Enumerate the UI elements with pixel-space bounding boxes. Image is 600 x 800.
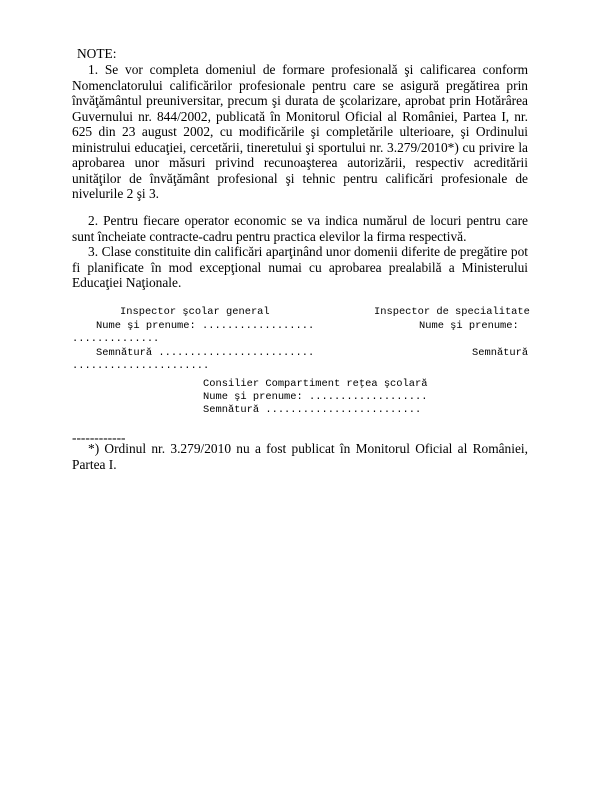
semnatura-field-right: Semnătură bbox=[472, 347, 529, 359]
nume-continuation-dots: .............. bbox=[72, 333, 160, 345]
footnote-text: *) Ordinul nr. 3.279/2010 nu a fost publicat în Monitorul Oficial al României, Partea I. bbox=[72, 441, 528, 472]
signature-block bbox=[72, 306, 532, 416]
note-item-3: 3. Clase constituite din calificări aparţinând unor domenii diferite de pregătire pot fi planificate în mod excepţional numai cu aprobarea prealabilă a Ministerului Educaţiei Naţionale. bbox=[72, 244, 528, 290]
nume-field-right: Nume şi prenume: bbox=[419, 320, 519, 332]
semnatura-field-left: Semnătură ......................... bbox=[96, 347, 315, 359]
notes-heading: NOTE: bbox=[77, 46, 117, 61]
note-item-1: 1. Se vor completa domeniul de formare profesională şi calificarea conform Nomenclatorului calificărilor profesionale pentru care se asigură pregătirea prin învăţământul preuniversitar, precum şi durata de şcolarizare, aprobat prin Hotărârea Guvernului nr. 844/2002, publicată în Monitorul Oficial al României, Partea I, nr. 625 din 23 august 2002, cu modificările şi completările ulterioare, şi Ordinului ministrului educaţiei, cercetării, tineretului şi sportului nr. 3.279/2010*) cu privire la aprobarea unor măsuri privind recunoaşterea autorizării, respectiv acreditării unităţilor de învăţământ profesional şi tehnic pentru calificări profesionale de nivelurile 2 şi 3. bbox=[72, 62, 528, 201]
consilier-semnatura-field: Semnătură ......................... bbox=[203, 404, 422, 416]
consilier-nume-field: Nume şi prenume: ................... bbox=[203, 391, 428, 403]
semnatura-continuation-dots: ...................... bbox=[72, 360, 210, 372]
inspector-specialitate-title: Inspector de specialitate bbox=[374, 306, 530, 318]
consilier-title: Consilier Compartiment reţea şcolară bbox=[203, 378, 428, 390]
note-item-2: 2. Pentru fiecare operator economic se va indica numărul de locuri pentru care sunt încheiate contracte-cadru pentru practica elevilor la firma respectivă. bbox=[72, 213, 528, 244]
footnote-separator: ------------ bbox=[72, 430, 126, 445]
nume-field-left: Nume şi prenume: .................. bbox=[96, 320, 315, 332]
inspector-general-title: Inspector şcolar general bbox=[120, 306, 270, 318]
